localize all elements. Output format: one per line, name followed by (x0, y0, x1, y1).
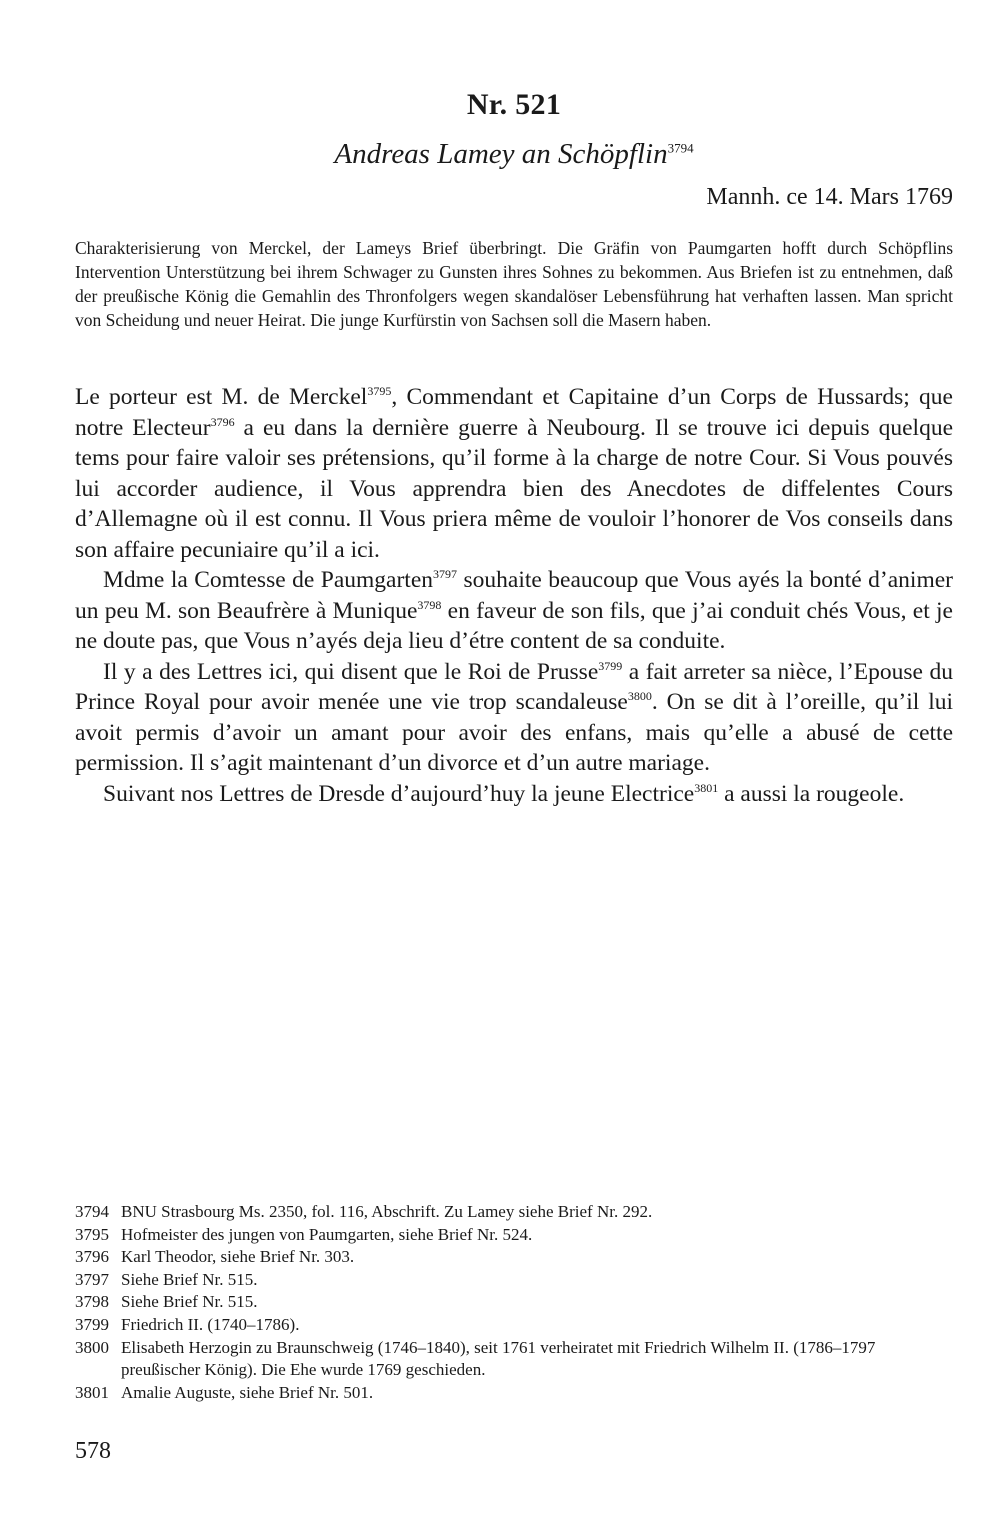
footnote-number: 3795 (75, 1224, 109, 1244)
body-text-segment: Suivant nos Lettres de Dresde d’aujourd’huy la jeune Electrice (103, 780, 695, 807)
footnote (75, 1246, 953, 1269)
body-text-segment: en faveur de son fils, que j’ai conduit chés Vous, et je ne doute pas, que Vous n’ayés deja lieu d’étre content de sa conduite. (75, 597, 953, 654)
body-text-segment: souhaite beaucoup que Vous ayés la bonté d’animer un peu M. son Beaufrère à Munique (75, 567, 953, 624)
footnote-ref: 3801 (694, 780, 719, 795)
footnote (75, 1291, 953, 1314)
body-text-segment: a eu dans la dernière guerre à Neubourg. Il se trouve ici depuis quelque tems pour faire valoir ses prétensions, qu’il forme à la charge de notre Cour. Si Vous pouvés lui accorder audience, il Vous apprendra bien des Anecdotes de diffelentes Cours d’Allemagne où il est connu. Il Vous priera même de vouloir l’honorer de Vos conseils dans son affaire pecuniaire qu’il a ici. (75, 414, 954, 563)
footnote (75, 1337, 953, 1382)
footnote-number: 3799 (75, 1314, 109, 1334)
footnote (75, 1224, 953, 1247)
letter-number: Nr. 521 (466, 88, 562, 121)
footnote-text: Siehe Brief Nr. 515. (121, 1292, 258, 1312)
footnote-number: 3794 (75, 1202, 109, 1221)
document-page (75, 0, 953, 1531)
footnote (75, 1314, 953, 1337)
body-text-segment: Mdme la Comtesse de Paumgarten (103, 567, 434, 593)
footnote (75, 1269, 953, 1292)
footnote-text: Hofmeister des jungen von Paumgarten, siehe Brief Nr. 524. (121, 1224, 533, 1244)
body-text-segment: . On se dit à l’oreille, qu’il lui avoit permis d’avoir un amant pour avoir des enfans, mais qu’elle a abusé de cette permission. Il s’agit maintenant d’un divorce et d’un autre mariage. (75, 689, 953, 776)
footnote-ref: 3795 (367, 384, 392, 399)
body-text-segment: a fait arreter sa nièce, l’Epouse du Prince Royal pour avoir menée une vie trop scandaleuse (75, 658, 953, 715)
footnote-text: Siehe Brief Nr. 515. (121, 1269, 258, 1289)
footnote-number: 3797 (75, 1269, 109, 1289)
page-number: 578 (75, 1438, 111, 1464)
footnote-number: 3800 (75, 1337, 109, 1357)
summary-paragraph: Charakterisierung von Merckel, der Lameys Brief überbringt. Die Gräfin von Paumgarten hofft durch Schöpflins Intervention Unterstützung bei ihrem Schwager zu Gunsten ihres Sohnes zu bekommen. Aus Briefen ist zu entnehmen, daß der preußische König die Gemahlin des Thronfolgers wegen skandalöser Lebensführung hat verhaften lassen. Man spricht von Scheidung und neuer Heirat. Die junge Kurfürstin von Sachsen soll die Masern haben. (75, 238, 953, 330)
footnote-ref: 3798 (417, 597, 442, 612)
footnote-text: Karl Theodor, siehe Brief Nr. 303. (121, 1247, 355, 1267)
letter-title (75, 138, 953, 171)
footnote-text: Friedrich II. (1740–1786). (121, 1314, 300, 1334)
footnote-text: BNU Strasbourg Ms. 2350, fol. 116, Abschrift. Zu Lamey siehe Brief Nr. 292. (121, 1202, 653, 1221)
footnote-number: 3796 (75, 1247, 109, 1267)
body-paragraph (75, 382, 953, 565)
footnote-ref: 3797 (433, 567, 458, 582)
body-paragraph (75, 565, 953, 657)
footnote-text: Elisabeth Herzogin zu Braunschweig (1746–1840), seit 1761 verheiratet mit Friedrich Wilhelm II. (1786–1797 preußischer König). Die Ehe wurde 1769 geschieden. (121, 1337, 876, 1380)
footnote-ref: 3800 (627, 689, 652, 704)
footnote-number: 3798 (75, 1292, 109, 1312)
footnote-ref: 3794 (667, 140, 694, 156)
body-text-segment: Le porteur est M. de Merckel (75, 384, 368, 410)
letter-date: Mannh. ce 14. Mars 1769 (706, 184, 953, 210)
letter-body (75, 382, 953, 809)
body-paragraph (75, 657, 953, 779)
footnote (75, 1201, 953, 1224)
footnote (75, 1382, 953, 1405)
body-text-segment: a aussi la rougeole. (718, 780, 905, 807)
footnote-ref: 3796 (210, 414, 235, 429)
letter-title-text: Andreas Lamey an Schöpflin (334, 138, 668, 170)
footnote-text: Amalie Auguste, siehe Brief Nr. 501. (121, 1382, 374, 1402)
body-paragraph (75, 779, 953, 810)
body-text-segment: Il y a des Lettres ici, qui disent que le Roi de Prusse (103, 658, 599, 685)
footnotes (75, 1201, 953, 1404)
footnote-ref: 3799 (598, 658, 623, 673)
footnote-number: 3801 (75, 1382, 109, 1402)
body-text-segment: , Commendant et Capitaine d’un Corps de Hussards; que notre Electeur (75, 384, 953, 441)
